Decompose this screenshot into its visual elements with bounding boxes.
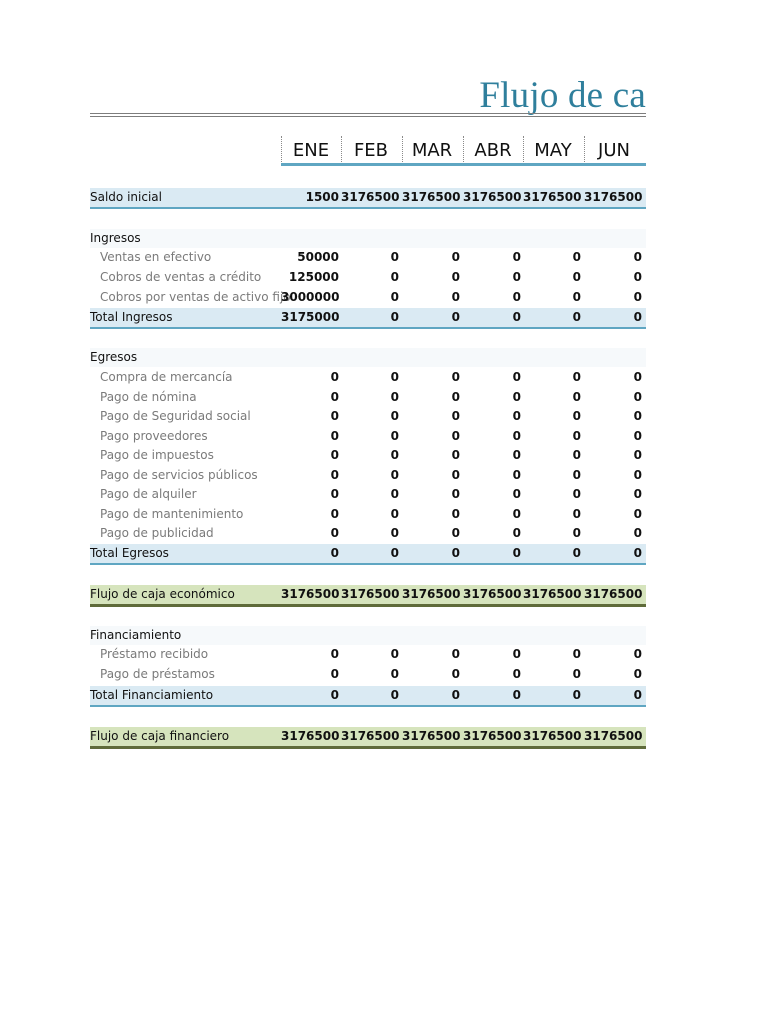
total-ingresos-row-value: 0 bbox=[633, 310, 642, 324]
ingresos-item-row-value: 0 bbox=[572, 270, 581, 284]
total-financiamiento-row bbox=[90, 686, 646, 707]
financiamiento-item-row-label: Préstamo recibido bbox=[100, 647, 209, 661]
egresos-item-row-value: 0 bbox=[390, 467, 399, 482]
flujo-financiero-row-value: 3176500 bbox=[281, 729, 340, 743]
egresos-item-row-label: Pago de impuestos bbox=[100, 448, 214, 462]
egresos-item-row-value: 0 bbox=[572, 389, 581, 404]
total-financiamiento-row-value: 0 bbox=[512, 688, 521, 702]
financiamiento-item-row-label: Pago de préstamos bbox=[100, 666, 215, 681]
egresos-item-row-value: 0 bbox=[512, 428, 521, 443]
flujo-financiero-row-value: 3176500 bbox=[584, 729, 643, 743]
saldo-inicial-row-value: 3176500 bbox=[463, 190, 522, 204]
egresos-item-row-value: 0 bbox=[390, 370, 399, 384]
total-financiamiento-row-label: Total Financiamiento bbox=[90, 688, 214, 702]
egresos-header-label: Egresos bbox=[90, 350, 138, 364]
financiamiento-item-row-value: 0 bbox=[512, 666, 521, 681]
egresos-item-row-value: 0 bbox=[572, 448, 581, 462]
ingresos-item-row-value: 0 bbox=[512, 270, 521, 284]
egresos-item-row-value: 0 bbox=[512, 409, 521, 423]
ingresos-item-row-value: 0 bbox=[512, 250, 521, 264]
egresos-item-row-value: 0 bbox=[512, 370, 521, 384]
egresos-item-row-value: 0 bbox=[572, 526, 581, 540]
egresos-item-row-value: 0 bbox=[451, 370, 460, 384]
egresos-item-row-value: 0 bbox=[572, 506, 581, 521]
egresos-item-row-value: 0 bbox=[390, 506, 399, 521]
saldo-inicial-row-value: 3176500 bbox=[523, 190, 582, 204]
ingresos-item-row-value: 0 bbox=[572, 290, 581, 304]
financiamiento-item-row-value: 0 bbox=[330, 647, 339, 661]
month-feb: FEB bbox=[341, 136, 400, 162]
saldo-inicial-row-value: 3176500 bbox=[402, 190, 461, 204]
egresos-item-row bbox=[90, 505, 646, 524]
egresos-item-row-value: 0 bbox=[451, 487, 460, 501]
financiamiento-item-row-value: 0 bbox=[572, 666, 581, 681]
total-egresos-row-value: 0 bbox=[390, 546, 399, 560]
egresos-item-row-value: 0 bbox=[451, 467, 460, 482]
total-ingresos-row bbox=[90, 308, 646, 329]
month-header bbox=[281, 136, 646, 164]
egresos-item-row bbox=[90, 524, 646, 543]
egresos-item-row bbox=[90, 407, 646, 426]
saldo-inicial-row-value: 1500 bbox=[305, 190, 339, 204]
flujo-financiero-row-value: 3176500 bbox=[402, 729, 461, 743]
ingresos-item-row-label: Cobros de ventas a crédito bbox=[100, 270, 262, 284]
egresos-item-row-value: 0 bbox=[633, 428, 642, 443]
month-may: MAY bbox=[523, 136, 582, 162]
egresos-item-row-value: 0 bbox=[633, 487, 642, 501]
financiamiento-item-row-value: 0 bbox=[512, 647, 521, 661]
flujo-economico-row-value: 3176500 bbox=[341, 587, 400, 601]
egresos-item-row-value: 0 bbox=[633, 506, 642, 521]
total-egresos-row-value: 0 bbox=[451, 546, 460, 560]
month-header-underline bbox=[281, 163, 646, 166]
total-ingresos-row-value: 0 bbox=[390, 310, 399, 324]
ingresos-item-row bbox=[90, 268, 646, 287]
flujo-economico-row-value: 3176500 bbox=[402, 587, 461, 601]
month-abr: ABR bbox=[463, 136, 522, 162]
flujo-financiero-row-label: Flujo de caja financiero bbox=[90, 729, 230, 743]
financiamiento-item-row-value: 0 bbox=[390, 647, 399, 661]
flujo-economico-row-value: 3176500 bbox=[463, 587, 522, 601]
title-rule-top bbox=[90, 113, 646, 114]
egresos-item-row-value: 0 bbox=[330, 506, 339, 521]
egresos-item-row-value: 0 bbox=[390, 448, 399, 462]
saldo-inicial-row-value: 3176500 bbox=[341, 190, 400, 204]
egresos-item-row-value: 0 bbox=[572, 487, 581, 501]
egresos-item-row-value: 0 bbox=[512, 506, 521, 521]
financiamiento-item-row bbox=[90, 645, 646, 664]
egresos-item-row-value: 0 bbox=[572, 409, 581, 423]
financiamiento-item-row-value: 0 bbox=[330, 666, 339, 681]
ingresos-item-row-value: 0 bbox=[451, 250, 460, 264]
financiamiento-item-row-value: 0 bbox=[633, 647, 642, 661]
ingresos-item-row-value: 0 bbox=[390, 270, 399, 284]
egresos-item-row-value: 0 bbox=[512, 448, 521, 462]
ingresos-item-row bbox=[90, 248, 646, 267]
egresos-item-row-value: 0 bbox=[451, 448, 460, 462]
egresos-item-row-value: 0 bbox=[572, 428, 581, 443]
flujo-economico-row bbox=[90, 585, 646, 607]
egresos-item-row bbox=[90, 446, 646, 465]
saldo-inicial-row-label: Saldo inicial bbox=[90, 190, 162, 204]
ingresos-item-row bbox=[90, 288, 646, 307]
flujo-financiero-row-value: 3176500 bbox=[341, 729, 400, 743]
total-egresos-row bbox=[90, 544, 646, 565]
month-mar: MAR bbox=[402, 136, 461, 162]
egresos-item-row-value: 0 bbox=[330, 487, 339, 501]
egresos-item-row-value: 0 bbox=[451, 409, 460, 423]
financiamiento-header bbox=[90, 626, 646, 645]
page-title: Flujo de ca bbox=[479, 75, 646, 116]
flujo-financiero-row-value: 3176500 bbox=[523, 729, 582, 743]
ingresos-item-row-label: Ventas en efectivo bbox=[100, 250, 212, 264]
total-financiamiento-row-value: 0 bbox=[633, 688, 642, 702]
ingresos-item-row-value: 0 bbox=[633, 270, 642, 284]
total-ingresos-row-value: 3175000 bbox=[281, 310, 340, 324]
ingresos-item-row-value: 125000 bbox=[288, 270, 339, 284]
total-ingresos-row-value: 0 bbox=[572, 310, 581, 324]
total-ingresos-row-value: 0 bbox=[451, 310, 460, 324]
total-financiamiento-row-value: 0 bbox=[330, 688, 339, 702]
egresos-item-row-value: 0 bbox=[633, 370, 642, 384]
egresos-header bbox=[90, 348, 646, 367]
total-egresos-row-value: 0 bbox=[633, 546, 642, 560]
ingresos-item-row-value: 0 bbox=[512, 290, 521, 304]
egresos-item-row-value: 0 bbox=[330, 409, 339, 423]
ingresos-item-row-value: 0 bbox=[633, 250, 642, 264]
financiamiento-item-row bbox=[90, 665, 646, 684]
egresos-item-row-value: 0 bbox=[512, 487, 521, 501]
financiamiento-item-row-value: 0 bbox=[390, 666, 399, 681]
financiamiento-header-label: Financiamiento bbox=[90, 628, 182, 642]
egresos-item-row-value: 0 bbox=[330, 428, 339, 443]
egresos-item-row-value: 0 bbox=[633, 448, 642, 462]
ingresos-item-row-value: 0 bbox=[572, 250, 581, 264]
egresos-item-row-value: 0 bbox=[451, 428, 460, 443]
egresos-item-row-value: 0 bbox=[512, 526, 521, 540]
flujo-economico-row-label: Flujo de caja económico bbox=[90, 587, 235, 601]
saldo-inicial-row bbox=[90, 188, 646, 209]
financiamiento-item-row-value: 0 bbox=[633, 666, 642, 681]
title-rule-bottom bbox=[90, 116, 646, 117]
total-ingresos-row-value: 0 bbox=[512, 310, 521, 324]
flujo-economico-row-value: 3176500 bbox=[584, 587, 643, 601]
egresos-item-row-value: 0 bbox=[330, 526, 339, 540]
egresos-item-row-label: Pago de mantenimiento bbox=[100, 506, 244, 521]
ingresos-item-row-value: 0 bbox=[633, 290, 642, 304]
ingresos-item-row-value: 0 bbox=[451, 290, 460, 304]
saldo-inicial-row-value: 3176500 bbox=[584, 190, 643, 204]
egresos-item-row-label: Compra de mercancía bbox=[100, 370, 233, 384]
egresos-item-row bbox=[90, 427, 646, 446]
ingresos-header-label: Ingresos bbox=[90, 231, 141, 245]
egresos-item-row-value: 0 bbox=[330, 467, 339, 482]
egresos-item-row-value: 0 bbox=[572, 467, 581, 482]
ingresos-item-row-label: Cobros por ventas de activo fijo bbox=[100, 290, 291, 304]
egresos-item-row-label: Pago de nómina bbox=[100, 389, 197, 404]
financiamiento-item-row-value: 0 bbox=[451, 647, 460, 661]
egresos-item-row-value: 0 bbox=[451, 506, 460, 521]
ingresos-item-row-value: 50000 bbox=[297, 250, 339, 264]
total-ingresos-row-label: Total Ingresos bbox=[90, 310, 173, 324]
financiamiento-item-row-value: 0 bbox=[451, 666, 460, 681]
total-egresos-row-value: 0 bbox=[572, 546, 581, 560]
egresos-item-row-value: 0 bbox=[330, 370, 339, 384]
egresos-item-row-value: 0 bbox=[330, 448, 339, 462]
total-financiamiento-row-value: 0 bbox=[390, 688, 399, 702]
egresos-item-row-value: 0 bbox=[572, 370, 581, 384]
egresos-item-row-value: 0 bbox=[390, 526, 399, 540]
flujo-economico-row-value: 3176500 bbox=[523, 587, 582, 601]
total-egresos-row-value: 0 bbox=[512, 546, 521, 560]
flujo-financiero-row bbox=[90, 727, 646, 749]
egresos-item-row-label: Pago de alquiler bbox=[100, 487, 197, 501]
egresos-item-row-value: 0 bbox=[330, 389, 339, 404]
financiamiento-item-row-value: 0 bbox=[572, 647, 581, 661]
egresos-item-row-label: Pago de servicios públicos bbox=[100, 467, 258, 482]
egresos-item-row-value: 0 bbox=[633, 389, 642, 404]
flujo-economico-row-value: 3176500 bbox=[281, 587, 340, 601]
egresos-item-row-value: 0 bbox=[451, 526, 460, 540]
egresos-item-row bbox=[90, 466, 646, 485]
egresos-item-row-label: Pago proveedores bbox=[100, 428, 208, 443]
total-egresos-row-label: Total Egresos bbox=[90, 546, 169, 560]
ingresos-item-row-value: 3000000 bbox=[281, 290, 340, 304]
egresos-item-row bbox=[90, 388, 646, 407]
egresos-item-row-value: 0 bbox=[633, 526, 642, 540]
egresos-item-row-value: 0 bbox=[451, 389, 460, 404]
total-egresos-row-value: 0 bbox=[330, 546, 339, 560]
egresos-item-row bbox=[90, 368, 646, 387]
egresos-item-row-value: 0 bbox=[633, 409, 642, 423]
total-financiamiento-row-value: 0 bbox=[451, 688, 460, 702]
total-financiamiento-row-value: 0 bbox=[572, 688, 581, 702]
egresos-item-row-value: 0 bbox=[512, 389, 521, 404]
egresos-item-row-value: 0 bbox=[390, 409, 399, 423]
egresos-item-row-value: 0 bbox=[512, 467, 521, 482]
ingresos-item-row-value: 0 bbox=[451, 270, 460, 284]
egresos-item-row-value: 0 bbox=[390, 389, 399, 404]
egresos-item-row-value: 0 bbox=[390, 487, 399, 501]
egresos-item-row-value: 0 bbox=[633, 467, 642, 482]
ingresos-header bbox=[90, 229, 646, 248]
ingresos-item-row-value: 0 bbox=[390, 250, 399, 264]
month-ene: ENE bbox=[281, 136, 340, 162]
ingresos-item-row-value: 0 bbox=[390, 290, 399, 304]
flujo-financiero-row-value: 3176500 bbox=[463, 729, 522, 743]
egresos-item-row-label: Pago de Seguridad social bbox=[100, 409, 251, 423]
egresos-item-row-value: 0 bbox=[390, 428, 399, 443]
egresos-item-row-label: Pago de publicidad bbox=[100, 526, 214, 540]
egresos-item-row bbox=[90, 485, 646, 504]
month-jun: JUN bbox=[584, 136, 643, 162]
